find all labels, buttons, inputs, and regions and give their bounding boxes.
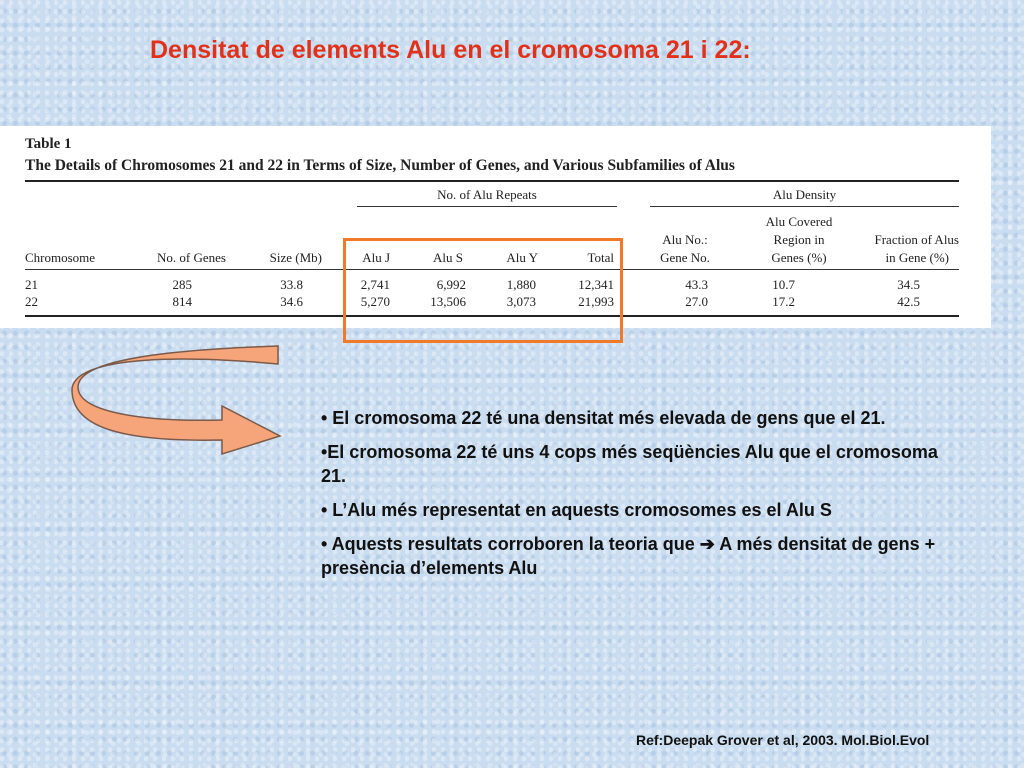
table-caption: The Details of Chromosomes 21 and 22 in Terms of Size, Number of Genes, and Various Subfamilies of Alus — [25, 157, 735, 174]
row-22-total: 21,993 — [578, 294, 614, 309]
header-alu-s: Alu S — [433, 250, 463, 265]
group-rule-repeats — [357, 206, 617, 207]
curved-arrow-icon — [70, 340, 290, 460]
header-fraction-line2: in Gene (%) — [885, 250, 949, 265]
bullet-item: • El cromosoma 22 té una densitat més elevada de gens que el 21. — [321, 408, 886, 428]
group-header-density: Alu Density — [772, 187, 837, 202]
header-fraction-line1: Fraction of Alus — [874, 232, 959, 247]
row-21-alu-s: 6,992 — [436, 277, 466, 292]
row-22-size: 34.6 — [280, 294, 303, 309]
header-covered-line3: Genes (%) — [771, 250, 827, 265]
right-arrow-icon: ➔ — [699, 534, 715, 554]
group-header-repeats: No. of Alu Repeats — [437, 187, 537, 202]
row-22-fraction: 42.5 — [897, 294, 920, 309]
alu-columns-highlight-box — [343, 238, 623, 343]
row-21-alu-j: 2,741 — [360, 277, 390, 292]
conclusion-text-end: A més densitat de gens + presència d’elements Alu — [321, 534, 936, 578]
bullet-item-conclusion — [321, 532, 946, 580]
header-covered-line2: Region in — [773, 232, 825, 247]
header-ratio-line2: Gene No. — [660, 250, 710, 265]
row-21-covered: 10.7 — [772, 277, 795, 292]
header-size: Size (Mb) — [269, 250, 322, 265]
header-ratio-line1: Alu No.: — [662, 232, 708, 247]
header-chromosome: Chromosome — [25, 250, 96, 265]
row-21-total: 12,341 — [578, 277, 614, 292]
header-alu-y: Alu Y — [506, 250, 538, 265]
row-21-fraction: 34.5 — [897, 277, 920, 292]
row-22-genes: 814 — [172, 294, 192, 309]
header-total: Total — [587, 250, 614, 265]
table-label: Table 1 — [25, 136, 72, 152]
row-22-alu-y: 3,073 — [506, 294, 536, 309]
header-covered-line1: Alu Covered — [765, 214, 833, 229]
reference-citation: Ref:Deepak Grover et al, 2003. Mol.Biol.Evol — [636, 732, 930, 748]
bullet-list — [321, 406, 946, 590]
row-22-alu-j: 5,270 — [360, 294, 390, 309]
row-22-chromosome: 22 — [25, 294, 38, 309]
conclusion-text-start: • Aquests resultats corroboren la teoria que — [321, 534, 695, 554]
table-top-rule — [25, 180, 959, 182]
row-22-alu-s: 13,506 — [430, 294, 466, 309]
bullet-item: •El cromosoma 22 té uns 4 cops més seqüències Alu que el cromosoma 21. — [321, 442, 938, 486]
row-21-size: 33.8 — [280, 277, 303, 292]
header-alu-j: Alu J — [362, 250, 390, 265]
row-21-alu-y: 1,880 — [506, 277, 536, 292]
row-21-ratio: 43.3 — [685, 277, 708, 292]
header-genes: No. of Genes — [157, 250, 226, 265]
row-21-chromosome: 21 — [25, 277, 38, 292]
group-rule-density — [650, 206, 959, 207]
slide-title: Densitat de elements Alu en el cromosoma 21 i 22: — [150, 36, 751, 64]
row-22-ratio: 27.0 — [685, 294, 708, 309]
row-21-genes: 285 — [172, 277, 192, 292]
row-22-covered: 17.2 — [772, 294, 795, 309]
bullet-item: • L’Alu més representat en aquests cromosomes es el Alu S — [321, 500, 832, 520]
